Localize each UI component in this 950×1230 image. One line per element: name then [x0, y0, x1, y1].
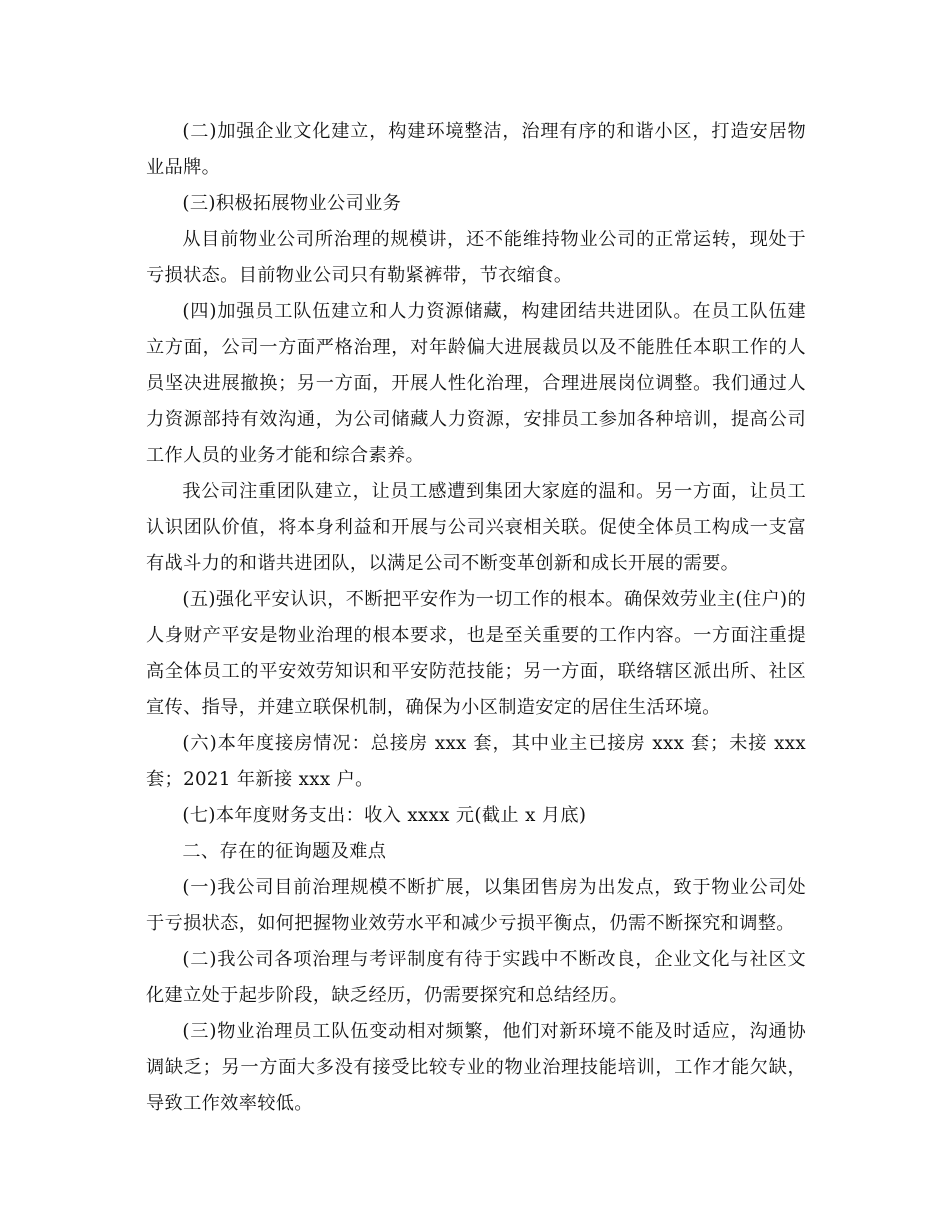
paragraph-housing-handover: (六)本年度接房情况：总接房 xxx 套，其中业主已接房 xxx 套；未接 xxx 套；2021 年新接 xxx 户。 — [146, 733, 806, 790]
paragraph-problem-three: (三)物业治理员工队伍变动相对频繁，他们对新环境不能及时适应，沟通协调缺乏；另一方面大多没有接受比较专业的物业治理技能培训，工作才能欠缺，导致工作效率较低。 — [146, 1021, 806, 1114]
paragraph-problem-two: (二)我公司各项治理与考评制度有待于实践中不断改良，企业文化与社区文化建立处于起步阶段，缺乏经历，仍需要探究和总结经历。 — [146, 949, 806, 1006]
paragraph-scale-loss: 从目前物业公司所治理的规模讲，还不能维持物业公司的正常运转，现处于亏损状态。目前物业公司只有勒紧裤带，节衣缩食。 — [146, 229, 806, 286]
paragraph-financial-expenditure: (七)本年度财务支出：收入 xxxx 元(截止 x 月底) — [182, 805, 587, 826]
paragraph-problem-one: (一)我公司目前治理规模不断扩展，以集团售房为出发点，致于物业公司处于亏损状态，如何把握物业效劳水平和减少亏损平衡点，仍需不断探究和调整。 — [146, 877, 806, 934]
section-heading-problems: 二、存在的征询题及难点 — [182, 841, 387, 862]
paragraph-safety-awareness: (五)强化平安认识，不断把平安作为一切工作的根本。确保效劳业主(住户)的人身财产平安是物业治理的根本要求，也是至关重要的工作内容。一方面注重提高全体员工的平安效劳知识和平安防范技能；另一方面，联络辖区派出所、社区宣传、指导，并建立联保机制，确保为小区制造安定的居住生活环境。 — [146, 589, 806, 718]
paragraph-expand-business-heading: (三)积极拓展物业公司业务 — [182, 193, 402, 214]
paragraph-culture-building: (二)加强企业文化建立，构建环境整洁，治理有序的和谐小区，打造安居物业品牌。 — [146, 121, 806, 178]
paragraph-staff-team-building: (四)加强员工队伍建立和人力资源储藏，构建团结共进团队。在员工队伍建立方面，公司一方面严格治理，对年龄偏大进展裁员以及不能胜任本职工作的人员坚决进展撤换；另一方面，开展人性化治理，合理进展岗位调整。我们通过人力资源部持有效沟通，为公司储藏人力资源，安排员工参加各种培训，提高公司工作人员的业务才能和综合素养。 — [146, 301, 806, 466]
paragraph-team-value: 我公司注重团队建立，让员工感遭到集团大家庭的温和。另一方面，让员工认识团队价值，将本身利益和开展与公司兴衰相关联。促使全体员工构成一支富有战斗力的和谐共进团队，以满足公司不断变革创新和成长开展的需要。 — [146, 481, 806, 574]
document-body — [146, 114, 806, 1122]
